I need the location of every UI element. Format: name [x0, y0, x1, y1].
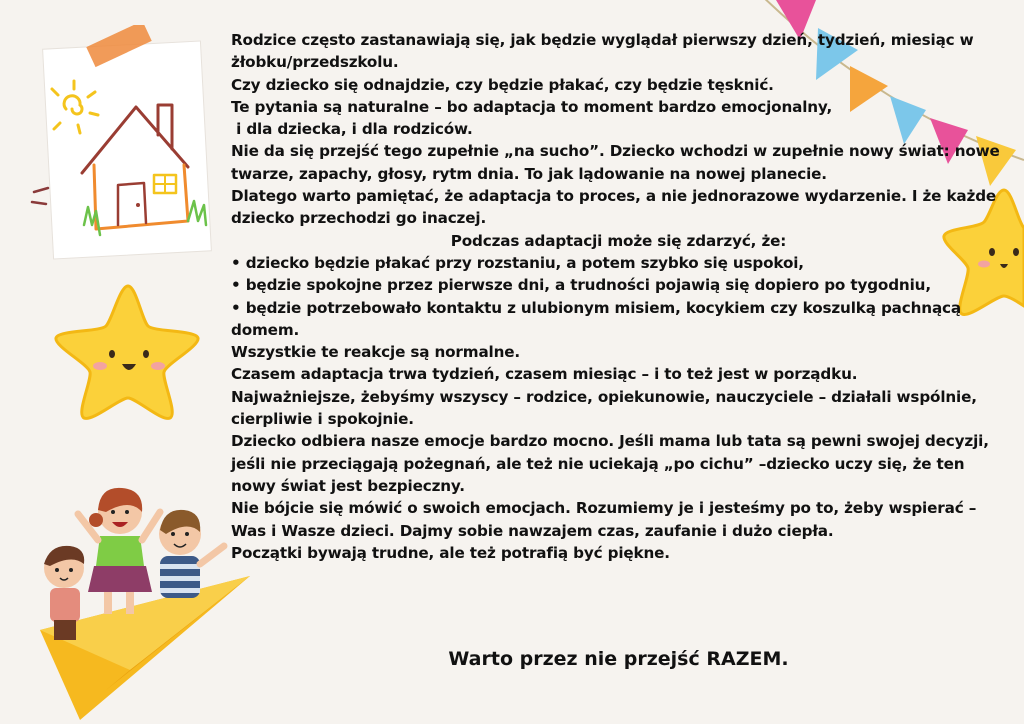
- paragraph: Czasem adaptacja trwa tydzień, czasem miesiąc – i to też jest w porządku.: [231, 365, 858, 384]
- paragraph: Dziecko odbiera nasze emocje bardzo mocno. Jeśli mama lub tata są pewni swojej decyzji, jeśli nie przeciągają pożegnań, ale też nie uciekają „po cichu” –dziecko uczy się, że ten nowy świat jest bezpieczny.: [231, 432, 989, 495]
- paragraph: Nie da się przejść tego zupełnie „na sucho”. Dziecko wchodzi w zupełnie nowy świat: nowe twarze, zapachy, głosy, rytm dnia. To jak lądowanie na nowej planecie.: [231, 142, 1000, 183]
- paragraph: Wszystkie te reakcje są normalne.: [231, 343, 521, 362]
- during-heading: Podczas adaptacji może się zdarzyć, że:: [450, 231, 787, 250]
- paragraph: Dlatego warto pamiętać, że adaptacja to proces, a nie jednorazowe wydarzenie. I że każde dziecko przechodzi go inaczej.: [231, 187, 997, 228]
- paragraph: Początki bywają trudne, ale też potrafią być piękne.: [231, 543, 670, 562]
- paragraph: i dla dziecka, i dla rodziców.: [231, 120, 473, 139]
- paragraph: Rodzice często zastanawiają się, jak będzie wyglądał pierwszy dzień, tydzień, miesiąc w żłobku/przedszkolu.: [231, 31, 974, 72]
- paragraph: Czy dziecko się odnajdzie, czy będzie płakać, czy będzie tęsknić.: [231, 75, 774, 94]
- letter-body: [231, 29, 1006, 564]
- paragraph: Najważniejsze, żebyśmy wszyscy – rodzice, opiekunowie, nauczyciele – działali wspólnie, cierpliwie i spokojnie.: [231, 387, 977, 429]
- sparkle-marks-icon: [28, 182, 58, 222]
- kids-on-paper-plane-icon: [20, 480, 260, 724]
- bullet-item: • dziecko będzie płakać przy rozstaniu, a potem szybko się uspokoi,: [231, 253, 804, 272]
- bullet-item: • będzie potrzebowało kontaktu z ulubionym misiem, kocykiem czy koszulką pachnącą domem.: [231, 298, 962, 339]
- paragraph: Nie bójcie się mówić o swoich emocjach. Rozumiemy je i jesteśmy po to, żeby wspierać – Was i Wasze dzieci. Dajmy sobie nawzajem czas, zaufanie i dużo ciepła.: [231, 499, 977, 540]
- closing-line: Warto przez nie przejść RAZEM.: [448, 648, 789, 670]
- bullet-item: • będzie spokojne przez pierwsze dni, a trudności pojawią się dopiero po tygodniu,: [231, 276, 931, 295]
- paragraph: Te pytania są naturalne – bo adaptacja to moment bardzo emocjonalny,: [231, 97, 833, 116]
- house-drawing-icon: [38, 25, 218, 265]
- star-character-icon: [50, 280, 205, 425]
